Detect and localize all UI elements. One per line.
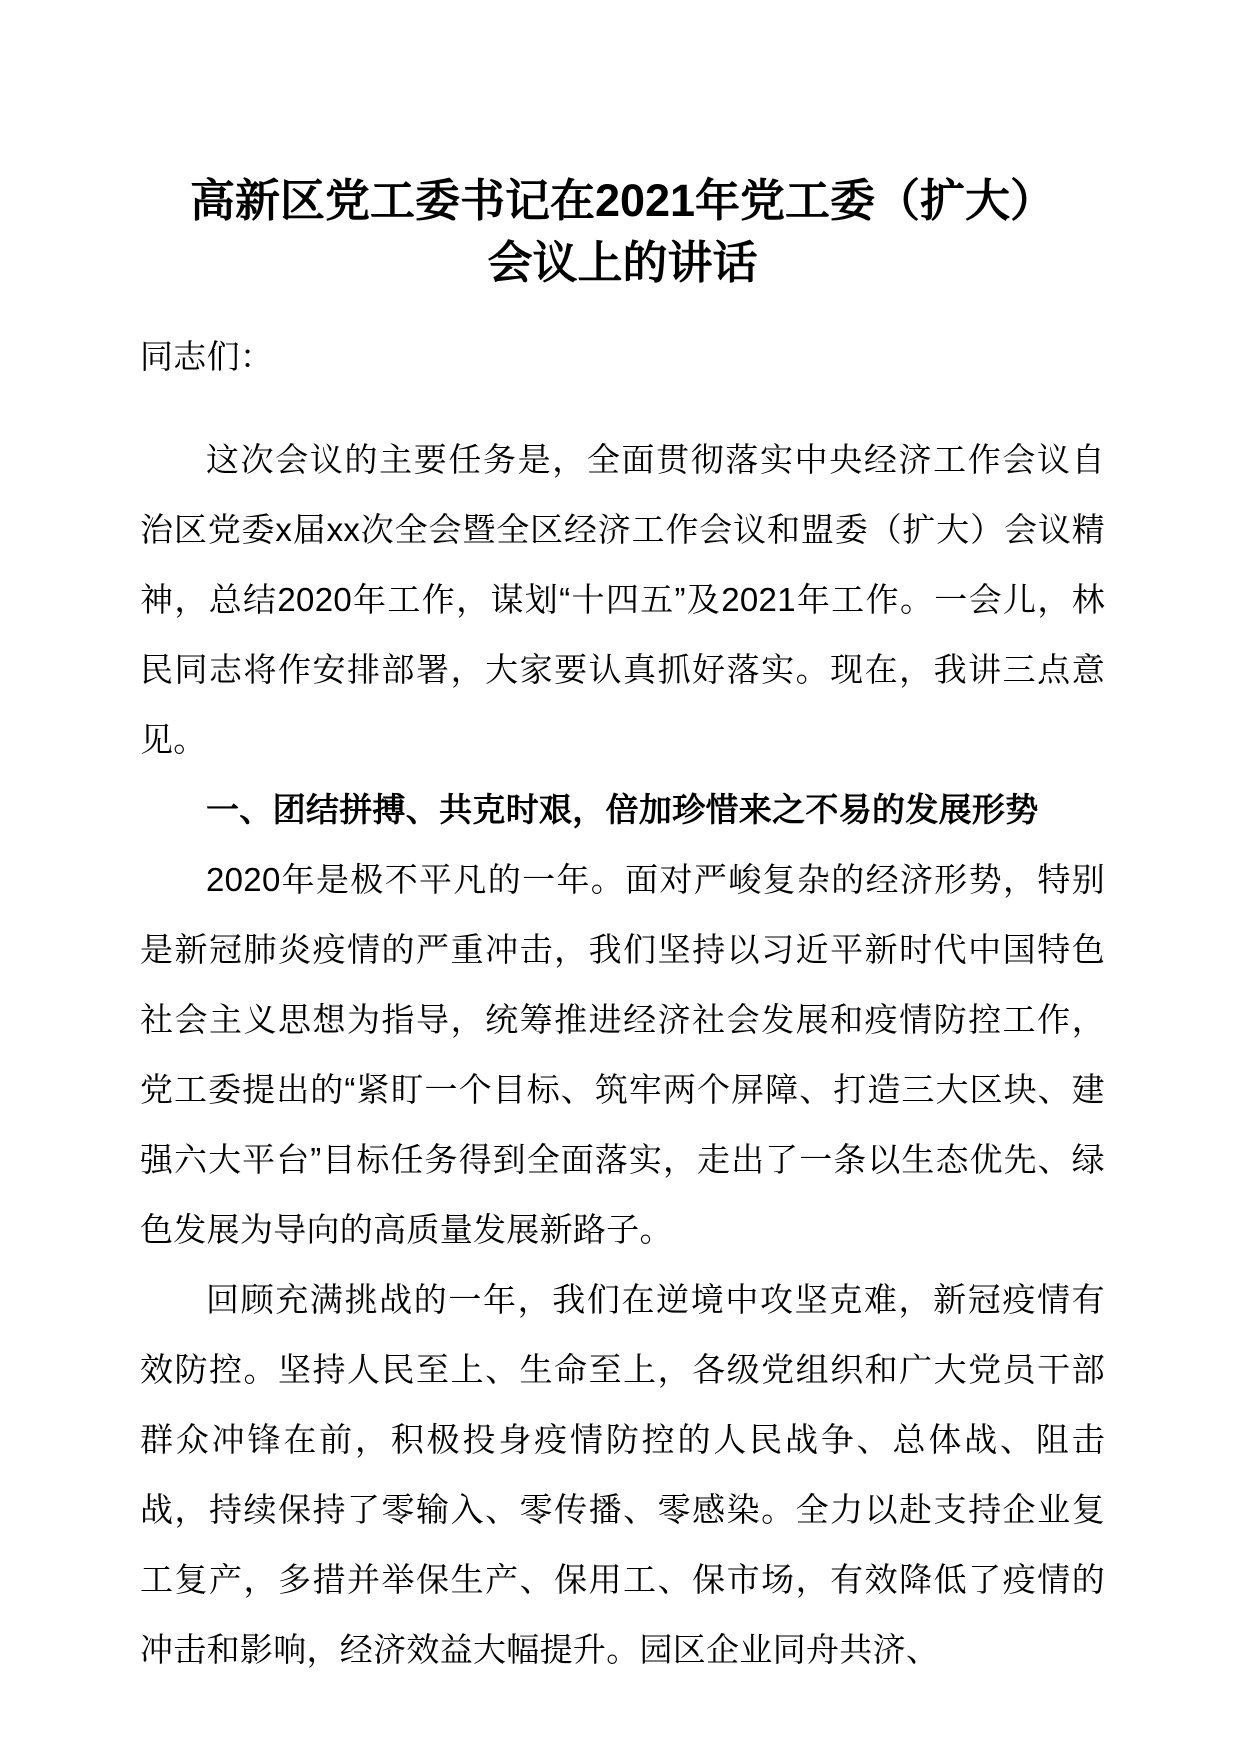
paragraph-3: 回顾充满挑战的一年，我们在逆境中攻坚克难，新冠疫情有效防控。坚持人民至上、生命至上，各级党组织和广大党员干部群众冲锋在前，积极投身疫情防控的人民战争、总体战、阻击战，持续保持了零输入、零传播、零感染。全力以赴支持企业复工复产，多措并举保生产、保用工、保市场，有效降低了疫情的冲击和影响，经济效益大幅提升。园区企业同舟共济、 — [140, 1281, 1105, 1668]
section-heading-1: 一、团结拼搏、共克时艰，倍加珍惜来之不易的发展形势 — [206, 791, 1039, 828]
salutation: 同志们： — [140, 338, 274, 375]
title-line-1: 高新区党工委书记在2021年党工委（扩大） — [189, 175, 1056, 226]
paragraph-1: 这次会议的主要任务是，全面贯彻落实中央经济工作会议自治区党委x届xx次全会暨全区经济工作会议和盟委（扩大）会议精神，总结2020年工作，谋划“十四五”及2021年工作。一会儿，林民同志将作安排部署，大家要认真抓好落实。现在，我讲三点意见。 — [140, 441, 1105, 758]
paragraph-2: 2020年是极不平凡的一年。面对严峻复杂的经济形势，特别是新冠肺炎疫情的严重冲击，我们坚持以习近平新时代中国特色社会主义思想为指导，统筹推进经济社会发展和疫情防控工作，党工委提出的“紧盯一个目标、筑牢两个屏障、打造三大区块、建强六大平台”目标任务得到全面落实，走出了一条以生态优先、绿色发展为导向的高质量发展新路子。 — [140, 861, 1105, 1248]
title-line-2: 会议上的讲话 — [487, 237, 758, 288]
page-title — [140, 0, 1105, 294]
document-body — [140, 0, 1105, 1685]
